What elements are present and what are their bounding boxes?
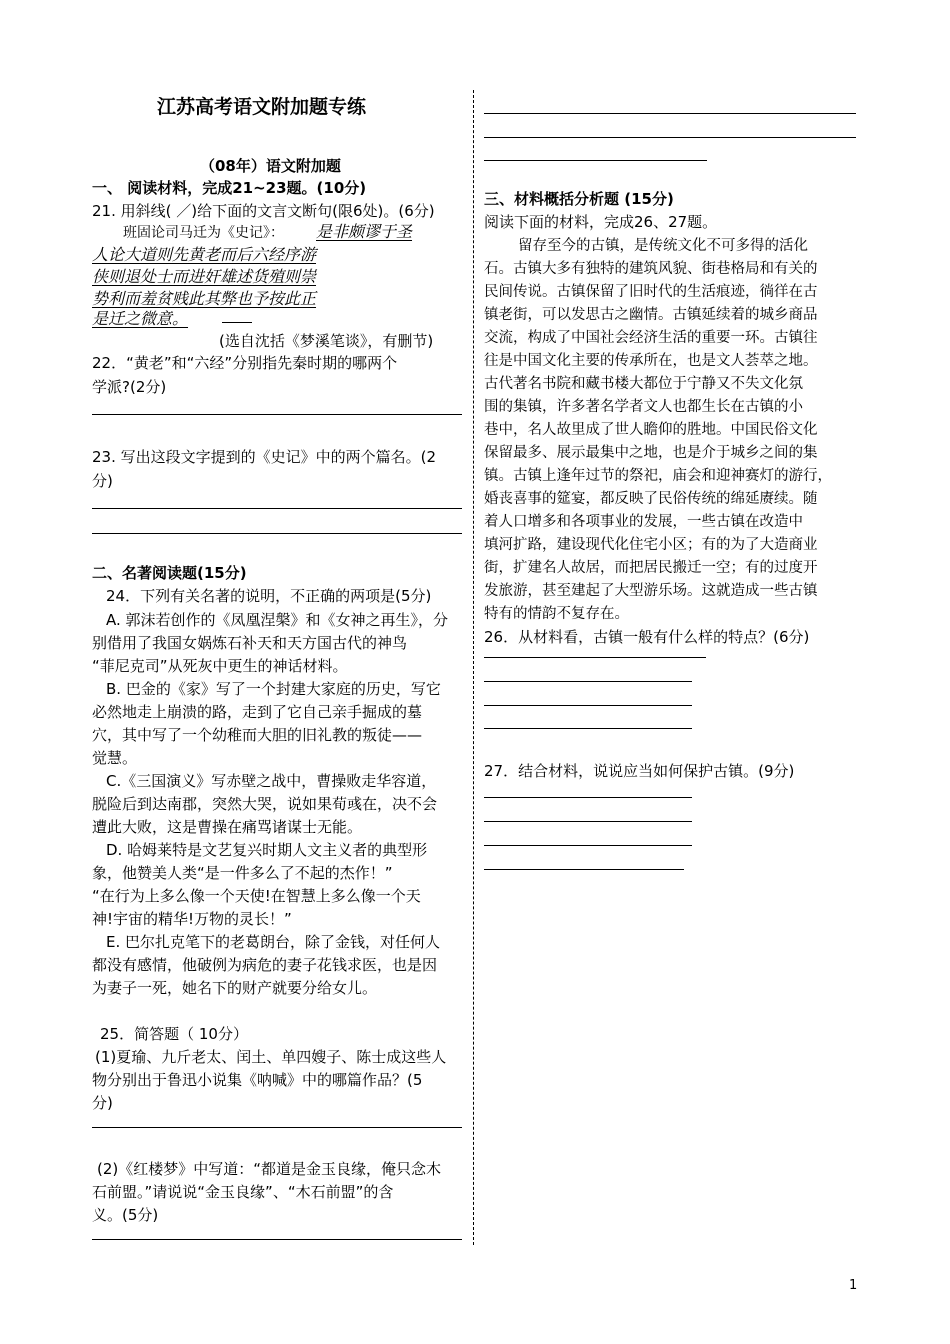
option-a-line-3: “菲尼克司”从死灰中更生的神话材料。	[92, 657, 348, 675]
question-22-line-2: 学派?(2分)	[92, 378, 167, 396]
question-26: 26．从材料看，古镇一般有什么样的特点？(6分)	[484, 628, 810, 646]
question-25-1-line-2: 物分别出于鲁迅小说集《呐喊》中的哪篇作品？(5	[92, 1071, 423, 1089]
question-21: 21. 用斜线( ／)给下面的文言文断句(限6处)。(6分)	[92, 202, 435, 220]
option-e-line-1: E. 巴尔扎克笔下的老葛朗台，除了金钱，对任何人	[106, 933, 441, 951]
section-3-intro: 阅读下面的材料，完成26、27题。	[484, 213, 718, 231]
page-title: 江苏高考语文附加题专练	[157, 96, 367, 118]
material-line: 镇。古镇上逢年过节的祭祀，庙会和迎神赛灯的游行，	[484, 468, 832, 484]
option-b-line-2: 必然地走上崩溃的路，走到了它自己亲手掘成的墓	[92, 703, 423, 721]
answer-line	[484, 657, 706, 658]
passage-line-2: 人论大道则先黄老而后六经序游	[92, 245, 317, 264]
material-line: 留存至今的古镇，是传统文化不可多得的活化	[518, 238, 808, 254]
material-line: 着人口增多和各项事业的发展，一些古镇在改造中	[484, 514, 803, 530]
answer-line	[484, 869, 684, 870]
answer-line	[92, 414, 462, 415]
question-27: 27．结合材料，说说应当如何保护古镇。(9分)	[484, 762, 795, 780]
option-c-line-3: 遭此大败，这是曹操在痛骂诸谋士无能。	[92, 818, 363, 836]
option-c-line-1: C.《三国演义》写赤壁之战中，曹操败走华容道，	[106, 772, 437, 790]
option-e-line-3: 为妻子一死，她名下的财产就要分给女儿。	[92, 979, 378, 997]
answer-line-short	[222, 322, 252, 323]
material-line: 保留最多、展示最集中之地，也是介于城乡之间的集	[484, 445, 818, 461]
question-25-2-line-2: 石前盟。”请说说“金玉良缘”、“木石前盟”的含	[92, 1183, 394, 1201]
answer-line	[484, 728, 692, 729]
answer-line	[484, 705, 692, 706]
material-line: 镇老街，可以发思古之幽情。古镇延续着的城乡商品	[484, 307, 818, 323]
option-d-line-2: 象，他赞美人类“是一件多么了不起的杰作！”	[92, 864, 393, 882]
column-divider	[473, 90, 474, 1245]
answer-line	[484, 113, 856, 114]
option-d-line-1: D. 哈姆莱特是文艺复兴时期人文主义者的典型形	[106, 841, 428, 859]
question-23-line-2: 分)	[92, 472, 113, 490]
option-b-line-4: 觉慧。	[92, 749, 138, 767]
passage-line-1a: 班固论司马迁为《史记》：	[123, 225, 284, 241]
section-subtitle: （08年）语文附加题	[200, 157, 341, 175]
section-2-heading: 二、名著阅读题(15分)	[92, 564, 247, 582]
passage-source: (选自沈括《梦溪笔谈》，有删节)	[219, 332, 434, 350]
material-line: 围的集镇，许多著名学者文人也都生长在古镇的小	[484, 399, 803, 415]
answer-line	[484, 821, 692, 822]
section-3-heading: 三、材料概括分析题 (15分)	[484, 190, 674, 208]
answer-line	[484, 845, 692, 846]
answer-line	[484, 137, 856, 138]
question-25-1-line-3: 分)	[92, 1094, 113, 1112]
material-line: 巷中，名人故里成了世人瞻仰的胜地。中国民俗文化	[484, 422, 818, 438]
material-line: 发旅游，甚至建起了大型游乐场。这就造成一些古镇	[484, 583, 818, 599]
passage-line-1b: 是非颇谬于圣	[316, 222, 413, 241]
question-25: 25．简答题（ 10分）	[100, 1025, 248, 1043]
question-25-2-line-1: (2)《红楼梦》中写道：“都道是金玉良缘，俺只念木	[97, 1160, 442, 1178]
material-line: 民间传说。古镇保留了旧时代的生活痕迹，徜徉在古	[484, 284, 818, 300]
answer-line	[92, 508, 462, 509]
answer-line	[484, 681, 692, 682]
option-a-line-1: A. 郭沫若创作的《凤凰涅槃》和《女神之再生》，分	[106, 611, 449, 629]
answer-line	[92, 1239, 462, 1240]
section-1-heading: 一、 阅读材料，完成21~23题。(10分)	[92, 179, 367, 197]
question-22-line-1: 22．“黄老”和“六经”分别指先秦时期的哪两个	[92, 354, 398, 372]
material-line: 石。古镇大多有独特的建筑风貌、街巷格局和有关的	[484, 261, 818, 277]
option-b-line-1: B. 巴金的《家》写了一个封建大家庭的历史，写它	[106, 680, 441, 698]
passage-line-4: 势利而羞贫贱此其弊也予按此正	[92, 289, 317, 308]
material-line: 特有的情韵不复存在。	[484, 606, 629, 622]
material-line: 往是中国文化主要的传承所在，也是文人荟萃之地。	[484, 353, 818, 369]
question-25-2-line-3: 义。(5分)	[92, 1206, 159, 1224]
answer-line	[92, 1127, 462, 1128]
option-e-line-2: 都没有感情，他破例为病危的妻子花钱求医，也是因	[92, 956, 438, 974]
answer-line	[484, 797, 692, 798]
option-a-line-2: 别借用了我国女娲炼石补天和天方国古代的神鸟	[92, 634, 408, 652]
option-d-line-3: “在行为上多么像一个天使!在智慧上多么像一个天	[92, 887, 421, 905]
option-b-line-3: 穴，其中写了一个幼稚而大胆的旧礼教的叛徒——	[92, 726, 423, 744]
page-number: 1	[849, 1278, 858, 1293]
question-24: 24．下列有关名著的说明，不正确的两项是(5分)	[106, 587, 432, 605]
question-25-1-line-1: (1)夏瑜、九斤老太、闰土、单四嫂子、陈士成这些人	[95, 1048, 447, 1066]
material-line: 填河扩路，建设现代化住宅小区；有的为了大造商业	[484, 537, 818, 553]
option-d-line-4: 神!宇宙的精华!万物的灵长！”	[92, 910, 292, 928]
material-line: 古代著名书院和藏书楼大都位于宁静又不失文化氛	[484, 376, 803, 392]
answer-line	[484, 160, 707, 161]
passage-line-3: 侠则退处士而进奸雄述货殖则崇	[92, 267, 317, 286]
answer-line	[92, 533, 462, 534]
passage-line-5: 是迁之微意。	[92, 309, 189, 328]
material-line: 婚丧喜事的筵宴，都反映了民俗传统的绵延赓续。随	[484, 491, 818, 507]
option-c-line-2: 脱险后到达南郡，突然大哭，说如果荀彧在，决不会	[92, 795, 438, 813]
material-line: 街，扩建名人故居，而把居民搬迁一空；有的过度开	[484, 560, 818, 576]
question-23-line-1: 23. 写出这段文字提到的《史记》中的两个篇名。(2	[92, 448, 437, 466]
material-line: 交流，构成了中国社会经济生活的重要一环。古镇往	[484, 330, 818, 346]
